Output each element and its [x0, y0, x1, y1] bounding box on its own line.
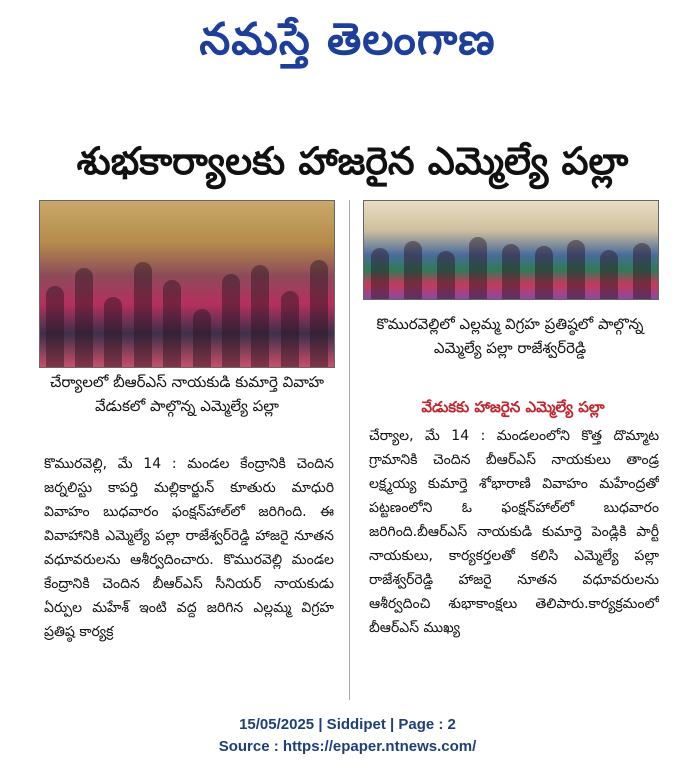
article-headline: శుభకార్యాలకు హాజరైన ఎమ్మెల్యే పల్లా: [76, 139, 629, 183]
wedding-photo-caption: చేర్యాలలో బీఆర్‌ఎస్‌ నాయకుడి కుమార్తె వివాహ వేడుకలో పాల్గొన్న ఎమ్మెల్యే పల్లా: [49, 373, 325, 415]
footer-source: Source : https://epaper.ntnews.com/: [218, 738, 477, 755]
masthead: [0, 0, 695, 88]
footer: [0, 714, 695, 758]
masthead-logo: నమస్తే తెలంగాణ: [199, 14, 496, 65]
temple-photo: [363, 200, 659, 300]
column-divider: [349, 200, 350, 700]
footer-date-edition: 15/05/2025 | Siddipet | Page : 2: [239, 716, 456, 733]
article-subhead: వేడుకకు హాజరైన ఎమ్మెల్యే పల్లా: [421, 398, 605, 416]
article-column-right: చేర్యాల, మే 14 : మండలంలోని కొత్త దొమ్మాట గ్రామానికి చెందిన బీఆర్‌ఎస్‌ నాయకులు తాండ్ర లక్ష్మయ్య కుమార్తె శోభారాణి వివాహం మహేంద్రతో పట్టణంలోని ఓ ఫంక్షన్‌హాల్‌లో బుధవారం జరిగింది.బీఆర్‌ఎస్‌ నాయకుడి కుమార్తె పెండ్లికి పార్టీ నాయకులు, కార్యకర్తలతో కలిసి ఎమ్మెల్యే పల్లా రాజేశ్వర్‌రెడ్డి హాజరై నూతన వధూవరులను ఆశీర్వదించి శుభాకాంక్షలు తెలిపారు.కార్యక్రమంలో బీఆర్‌ఎస్‌ ముఖ్య: [369, 428, 659, 636]
wedding-photo: [39, 200, 335, 368]
temple-photo-caption: కొమురవెల్లిలో ఎల్లమ్మ విగ్రహ ప్రతిష్ఠలో పాల్గొన్న ఎమ్మెల్యే పల్లా రాజేశ్వర్‌రెడ్డి: [376, 315, 644, 357]
article-page: [36, 88, 669, 700]
article-column-left: కొమురవెల్లి, మే 14 : మండల కేంద్రానికి చెందిన జర్నలిస్టు కాపర్తి మల్లికార్జున్‌ కూతురు మాధురి వివాహం బుధవారం ఫంక్షన్‌హాల్‌లో జరిగింది. ఈ వివాహానికి ఎమ్మెల్యే పల్లా రాజేశ్వర్‌రెడ్డి హాజరై నూతన వధూవరులను ఆశీర్వదించారు. కొమురవెల్లి మండల కేంద్రానికి చెందిన బీఆర్‌ఎస్‌ సీనియర్‌ నాయకుడు ఏర్పుల మహేశ్‌ ఇంటి వద్ద జరిగిన ఎల్లమ్మ విగ్రహ ప్రతిష్ఠ కార్యక్ర: [44, 456, 334, 640]
